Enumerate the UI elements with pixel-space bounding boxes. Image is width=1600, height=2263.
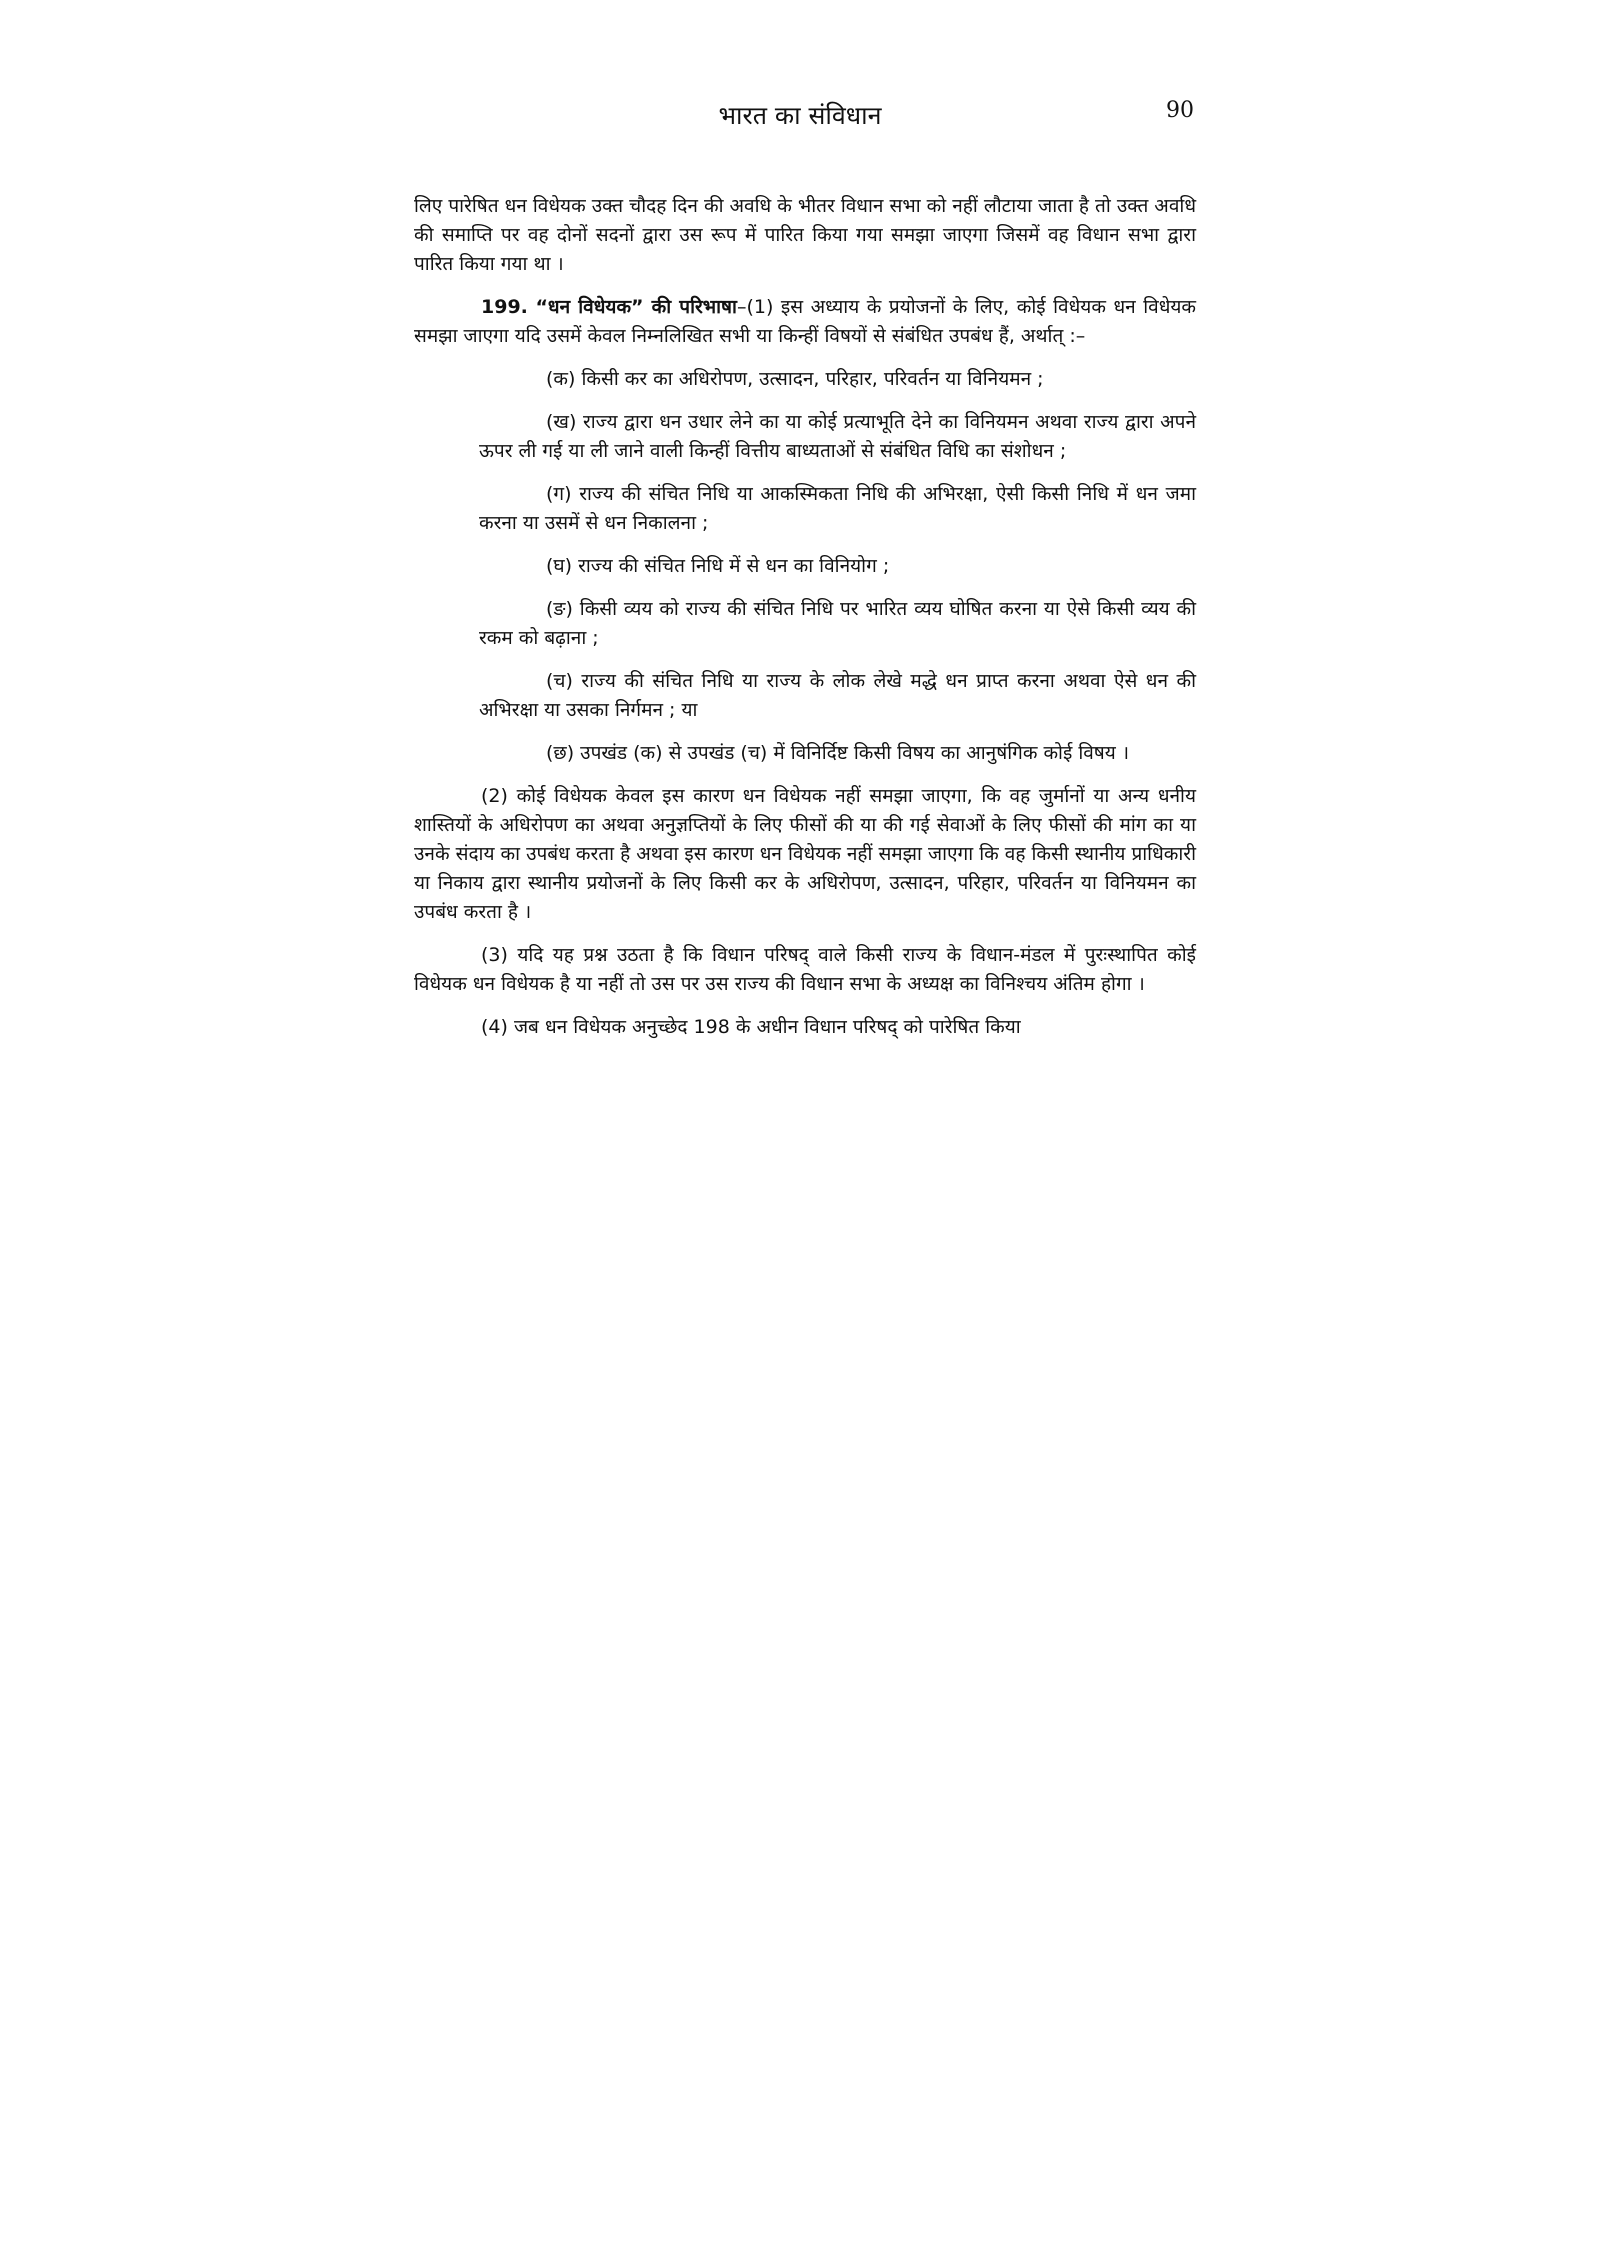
page-header-title: भारत का संविधान	[718, 101, 882, 130]
section-199-paragraph	[414, 293, 1196, 351]
clause-1-intro: –(1) इस अध्याय के प्रयोजनों के लिए, कोई विधेयक धन विधेयक समझा जाएगा यदि उसमें केवल निम्नलिखित सभी या किन्हीं विषयों से संबंधित उपबंध हैं, अर्थात् :–	[414, 296, 1196, 347]
sub-clause-ka: (क) किसी कर का अधिरोपण, उत्सादन, परिहार, परिवर्तन या विनियमन ;	[546, 368, 1044, 390]
document-body	[414, 192, 1196, 1056]
clause-3-paragraph: (3) यदि यह प्रश्न उठता है कि विधान परिषद् वाले किसी राज्य के विधान-मंडल में पुरःस्थापित कोई विधेयक धन विधेयक है या नहीं तो उस पर उस राज्य की विधान सभा के अध्यक्ष का विनिश्चय अंतिम होगा ।	[414, 944, 1196, 995]
sub-clause-ga: (ग) राज्य की संचित निधि या आकस्मिकता निधि की अभिरक्षा, ऐसी किसी निधि में धन जमा करना या उसमें से धन निकालना ;	[479, 483, 1196, 534]
page-number: 90	[1166, 98, 1194, 123]
sub-clause-cha: (च) राज्य की संचित निधि या राज्य के लोक लेखे मद्धे धन प्राप्त करना अथवा ऐसे धन की अभिरक्षा या उसका निर्गमन ; या	[479, 670, 1196, 721]
sub-clause-kha: (ख) राज्य द्वारा धन उधार लेने का या कोई प्रत्याभूति देने का विनियमन अथवा राज्य द्वारा अपने ऊपर ली गई या ली जाने वाली किन्हीं वित्तीय बाध्यताओं से संबंधित विधि का संशोधन ;	[479, 411, 1196, 462]
clause-4-paragraph: (4) जब धन विधेयक अनुच्छेद 198 के अधीन विधान परिषद् को पारेषित किया	[481, 1016, 1021, 1038]
sub-clause-nga: (ङ) किसी व्यय को राज्य की संचित निधि पर भारित व्यय घोषित करना या ऐसे किसी व्यय की रकम को बढ़ाना ;	[479, 598, 1196, 649]
continued-paragraph: लिए पारेषित धन विधेयक उक्त चौदह दिन की अवधि के भीतर विधान सभा को नहीं लौटाया जाता है तो उक्त अवधि की समाप्ति पर वह दोनों सदनों द्वारा उस रूप में पारित किया गया समझा जाएगा जिसमें वह विधान सभा द्वारा पारित किया गया था ।	[414, 195, 1196, 275]
clause-2-paragraph: (2) कोई विधेयक केवल इस कारण धन विधेयक नहीं समझा जाएगा, कि वह जुर्मानों या अन्य धनीय शास्तियों के अधिरोपण का अथवा अनुज्ञप्तियों के लिए फीसों की या की गई सेवाओं के लिए फीसों की मांग का या उनके संदाय का उपबंध करता है अथवा इस कारण धन विधेयक नहीं समझा जाएगा कि वह किसी स्थानीय प्राधिकारी या निकाय द्वारा स्थानीय प्रयोजनों के लिए किसी कर के अधिरोपण, उत्सादन, परिहार, परिवर्तन या विनियमन का उपबंध करता है ।	[414, 785, 1196, 923]
sub-clause-chha: (छ) उपखंड (क) से उपखंड (च) में विनिर्दिष्ट किसी विषय का आनुषंगिक कोई विषय ।	[546, 742, 1130, 764]
sub-clause-gha: (घ) राज्य की संचित निधि में से धन का विनियोग ;	[546, 555, 890, 577]
section-number: 199.	[481, 296, 528, 318]
section-title: “धन विधेयक” की परिभाषा	[535, 296, 737, 318]
